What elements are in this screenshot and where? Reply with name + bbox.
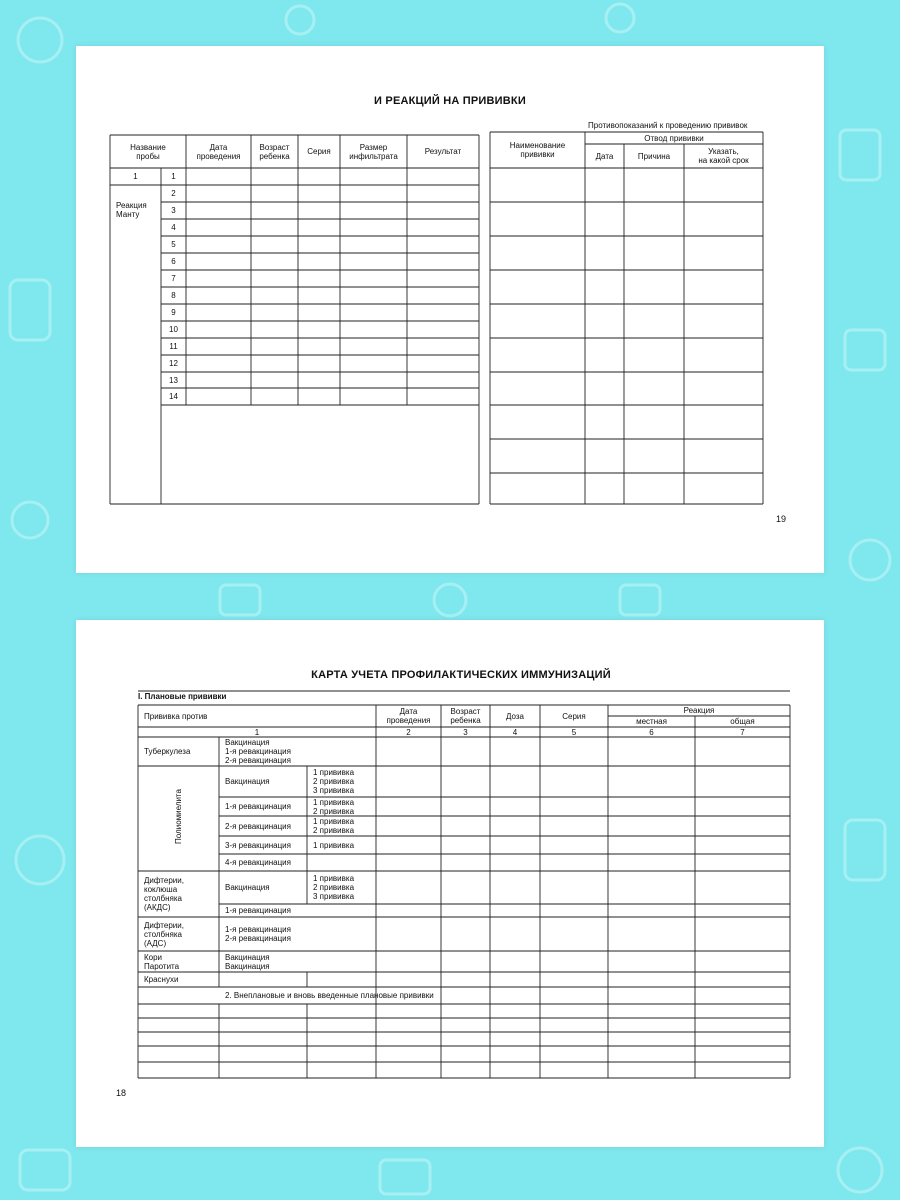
row-number: 3 (171, 206, 176, 215)
header-exemption: Отвод прививки (644, 133, 704, 143)
row-number: 4 (171, 223, 176, 232)
header-reaction: Реакция (683, 706, 715, 715)
dt-label: Дифтерии, столбняка (АДС) (144, 920, 184, 948)
header-vaccine-name: Наименование прививки (509, 141, 566, 159)
row-number: 14 (169, 392, 178, 401)
polio-doses: 1 прививка (313, 840, 355, 850)
polio-doses: 1 прививка 2 прививка 3 прививка (313, 768, 355, 795)
page-number: 19 (776, 514, 787, 524)
header-date: Дата проведения (386, 707, 431, 725)
contraindications-table-grid (76, 46, 824, 573)
measles-mumps-stages: Вакцинация Вакцинация (225, 952, 270, 971)
header-date: Дата проведения (196, 142, 241, 161)
row-number: 11 (169, 342, 178, 351)
row-number: 7 (171, 274, 176, 283)
header-age: Возраст ребенка (259, 142, 290, 161)
dtp-label: Дифтерии, коклюша столбняка (АКДС) (144, 876, 184, 912)
page-number: 18 (116, 1088, 127, 1098)
mantoux-reaction-label: Реакция Манту (116, 201, 147, 219)
col-number: 6 (649, 727, 654, 737)
row-number: 6 (171, 257, 176, 266)
col-number: 7 (740, 727, 745, 737)
header-exemption-term: Указать, на какой срок (698, 147, 749, 165)
header-general: общая (730, 717, 755, 726)
section-unscheduled-vaccinations: 2. Внеплановые и вновь введенные плановые прививки (225, 991, 434, 1000)
row-number: 5 (171, 240, 176, 249)
dtp-doses: 1 прививка 2 прививка 3 прививка (313, 874, 355, 901)
row-number-1: 1 (171, 172, 176, 181)
header-test-name: Название пробы (130, 142, 166, 161)
row-number: 13 (169, 375, 178, 385)
polio-label: Полиомиелита (174, 789, 183, 844)
col-number: 3 (463, 727, 468, 737)
page-title: КАРТА УЧЕТА ПРОФИЛАКТИЧЕСКИХ ИММУНИЗАЦИЙ (311, 669, 611, 681)
col-number: 5 (571, 727, 577, 737)
header-dose: Доза (506, 711, 524, 721)
dt-stages: 1-я ревакцинация 2-я ревакцинация (225, 925, 291, 943)
row-number: 10 (169, 325, 178, 334)
row-number: 8 (171, 291, 176, 300)
polio-stage: 1-я ревакцинация (225, 802, 291, 811)
tuberculosis-stages: Вакцинация 1-я ревакцинация 2-я ревакцинация (225, 738, 291, 765)
header-series: Серия (562, 711, 586, 721)
polio-doses: 1 прививка 2 прививка (313, 797, 355, 816)
header-series: Серия (307, 147, 331, 156)
section-planned-vaccinations: I. Плановые прививки (138, 692, 227, 701)
col-number: 2 (406, 727, 411, 737)
page-19 (76, 46, 824, 573)
row-number: 2 (171, 189, 176, 198)
polio-stage: Вакцинация (225, 777, 270, 786)
polio-stage: 3-я ревакцинация (225, 840, 291, 850)
header-age: Возраст ребенка (450, 707, 481, 725)
dtp-stage: Вакцинация (225, 883, 270, 892)
contraindications-caption: Противопоказаний к проведению прививок (588, 121, 748, 130)
polio-stage: 4-я ревакцинация (225, 858, 291, 867)
rubella-label: Краснухи (144, 975, 179, 984)
header-vaccine-against: Прививка против (144, 711, 208, 721)
header-local: местная (636, 717, 667, 726)
header-exemption-reason: Причина (637, 151, 671, 161)
header-result: Результат (424, 147, 462, 156)
page-title: И РЕАКЦИЙ НА ПРИВИВКИ (374, 95, 526, 107)
page-18 (76, 620, 824, 1147)
header-exemption-date: Дата (595, 151, 614, 161)
dtp-revaccination: 1-я ревакцинация (225, 906, 291, 915)
col-number: 1 (254, 727, 260, 737)
polio-doses: 1 прививка 2 прививка (313, 817, 355, 835)
row-number: 9 (171, 308, 176, 317)
polio-stage: 2-я ревакцинация (225, 821, 291, 831)
col-index-1: 1 (133, 172, 138, 181)
tuberculosis-label: Туберкулеза (144, 747, 191, 756)
measles-mumps-label: Кори Паротита (144, 952, 180, 971)
row-number: 12 (169, 359, 178, 368)
col-number: 4 (512, 727, 518, 737)
header-infiltrate-size: Размер инфильтрата (349, 142, 398, 161)
